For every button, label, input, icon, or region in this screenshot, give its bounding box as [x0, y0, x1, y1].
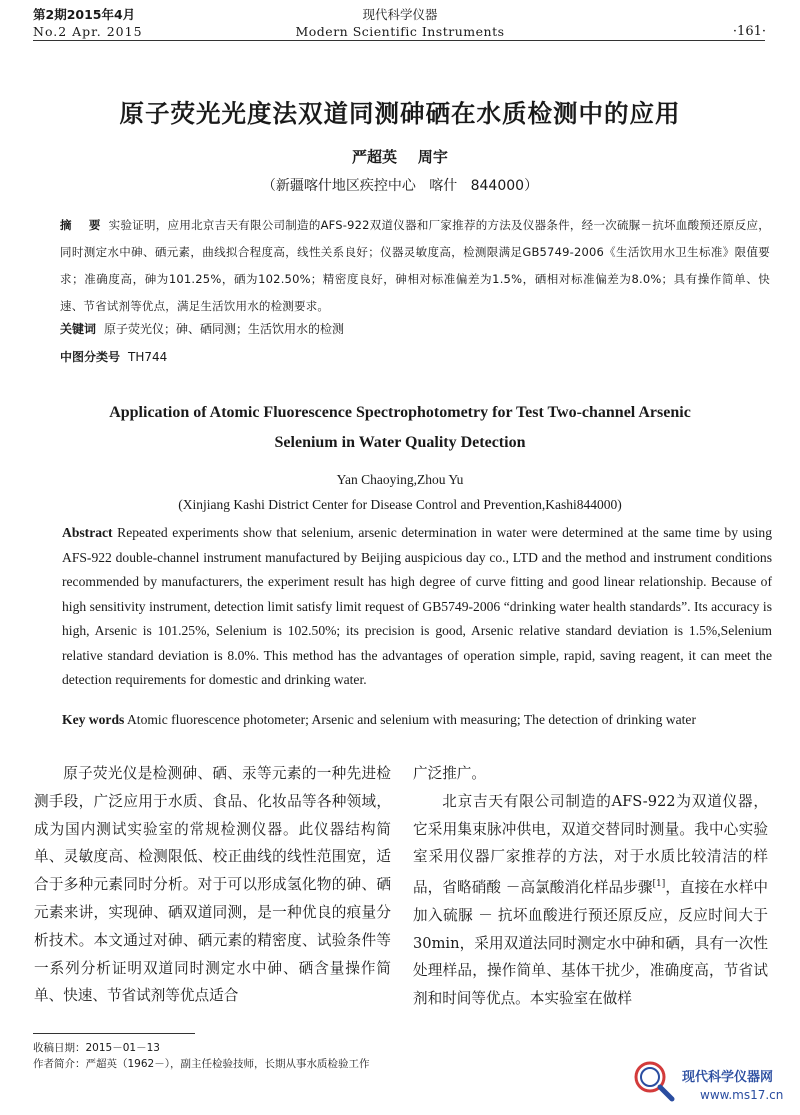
- title-en-line1: Application of Atomic Fluorescence Spectrophotometry for Test Two-channel Arsenic: [109, 404, 691, 421]
- authors-en: Yan Chaoying,Zhou Yu: [336, 472, 464, 487]
- journal-cn: 现代科学仪器: [362, 7, 438, 22]
- author-info: 作者简介：严超英（1962－），副主任检验技师，长期从事水质检验工作: [33, 1058, 370, 1070]
- body-right-column: [413, 760, 768, 1013]
- authors-cn: 严超英 周宇: [352, 148, 448, 166]
- watermark-text: 现代科学仪器网: [682, 1070, 774, 1085]
- affiliation-en: (Xinjiang Kashi District Center for Disease Control and Prevention,Kashi844000): [178, 497, 622, 512]
- clc-code: [60, 348, 167, 365]
- abstract-en: [62, 521, 772, 693]
- abstract-en-label: Abstract: [62, 525, 113, 540]
- clc-text: TH744: [128, 350, 168, 364]
- title-en-line2: Selenium in Water Quality Detection: [274, 434, 526, 451]
- title-cn: 原子荧光光度法双道同测砷硒在水质检测中的应用: [119, 99, 681, 128]
- header-rule: [33, 40, 765, 41]
- intro-paragraph-end: 广泛推广。: [413, 765, 486, 782]
- watermark-url[interactable]: www.ms17.cn: [700, 1088, 784, 1102]
- abstract-cn: [60, 212, 770, 320]
- keywords-cn: [60, 320, 344, 337]
- page-number: ·161·: [732, 24, 766, 39]
- keywords-cn-text: 原子荧光仪；砷、硒同测；生活饮用水的检测: [104, 322, 345, 336]
- title-en: [0, 398, 800, 458]
- received-date: 收稿日期：2015－01－13: [33, 1042, 160, 1054]
- issue-en: No.2 Apr. 2015: [33, 24, 143, 39]
- footnote-rule: [33, 1033, 195, 1034]
- keywords-en-label: Key words: [62, 712, 125, 727]
- keywords-en: [62, 712, 772, 728]
- keywords-cn-label: 关键词: [60, 322, 97, 336]
- keywords-en-text: Atomic fluorescence photometer; Arsenic and selenium with measuring; The detection of drinking water: [126, 712, 696, 727]
- method-paragraph: [413, 788, 768, 1013]
- clc-label: 中图分类号: [60, 350, 121, 364]
- abstract-en-text: Repeated experiments show that selenium, arsenic determination in water were determined at the same time by using AFS-922 double-channel instrument manufactured by Beijing auspicious day co., LTD and the method and instrument conditions recommended by manufacturers, the experiment result has high degree of curve fitting and good linear relationship. Because of high sensitivity instrument, detection limit satisfy limit request of GB5749-2006 “drinking water health standards”. Its accuracy is high, Arsenic is 101.25%, Selenium is 102.50%; its precision is good, Arsenic relative standard deviation is 1.5%,Selenium relative standard deviation is 8.0%. This method has the advantages of operation simple, rapid, saving reagent, it can meet the detection requirements for domestic and drinking water.: [62, 525, 772, 687]
- abstract-cn-text: 实验证明，应用北京吉天有限公司制造的AFS-922双道仪器和厂家推荐的方法及仪器条件，经一次硫脲－抗坏血酸预还原反应，同时测定水中砷、硒元素，曲线拟合程度高，线性关系良好；仪器灵敏度高，检测限满足GB5749-2006《生活饮用水卫生标准》限值要求；准确度高，砷为101.25%，硒为102.50%；精密度良好，砷相对标准偏差为1.5%，硒相对标准偏差为8.0%；具有操作简单、快速、节省试剂等优点，满足生活饮用水的检测要求。: [60, 218, 770, 313]
- journal-en: Modern Scientific Instruments: [295, 24, 505, 39]
- citation-ref[interactable]: [1]: [652, 879, 666, 890]
- magnifier-logo-icon: [628, 1055, 676, 1103]
- issue-cn: 第2期2015年4月: [33, 7, 136, 22]
- intro-paragraph: 原子荧光仪是检测砷、硒、汞等元素的一种先进检测手段，广泛应用于水质、食品、化妆品等各种领域，成为国内测试实验室的常规检测仪器。此仪器结构简单、灵敏度高、检测限低、校正曲线的线性范围宽，适合于多种元素同时分析。对于可以形成氢化物的砷、硒元素来讲，实现砷、硒双道同测，是一种优良的痕量分析技术。本文通过对砷、硒元素的精密度、试验条件等一系列分析证明双道同时测定水中砷、硒含量操作简单、快速、节省试剂等优点适合: [34, 765, 391, 1005]
- affiliation-cn: （新疆喀什地区疾控中心 喀什 844000）: [261, 178, 539, 194]
- method-text-a: 北京吉天有限公司制造的AFS-922为双道仪器，它采用集束脉冲供电，双道交替同时测量。我中心实验室采用仪器厂家推荐的方法，对于水质比较清洁的样品，省略硝酸 －高氯酸消化样品步骤: [413, 792, 768, 897]
- abstract-cn-label: 摘 要: [60, 218, 101, 232]
- method-text-b: ，直接在水样中加入硫脲 － 抗坏血酸进行预还原反应，反应时间大于30min，采用双道法同时测定水中砷和硒，具有一次性处理样品，操作简单、基体干扰少，准确度高，节省试剂和时间等优点。本实验室在做样: [413, 879, 768, 1008]
- body-left-column: [34, 760, 391, 1010]
